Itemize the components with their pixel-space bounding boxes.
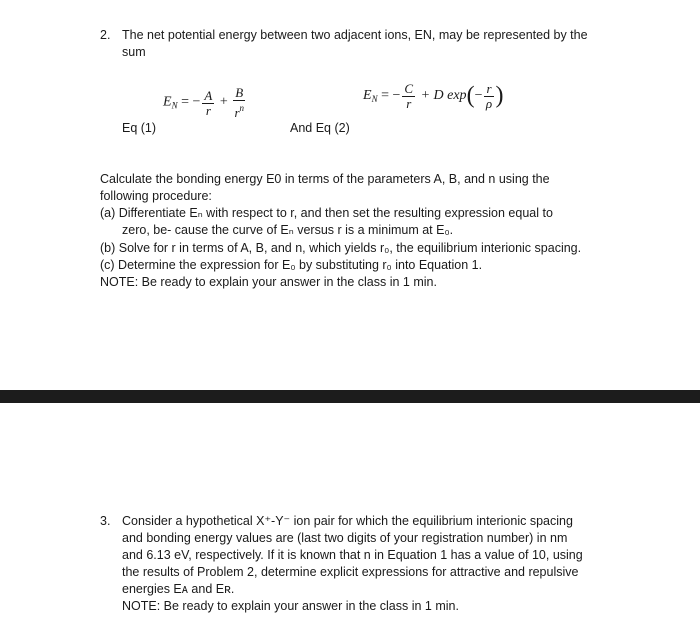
eq1-b: B — [235, 85, 244, 100]
eq1-minus: − — [192, 94, 201, 110]
eq2-label: And Eq (2) — [290, 121, 350, 135]
eq2-lhs: E — [363, 88, 372, 104]
q2-step-a-cont: zero, be- cause the curve of Eₙ versus r is a minimum at E₀. — [122, 223, 454, 237]
eq2-c: C — [404, 81, 414, 96]
eq2-inner-r: r — [486, 81, 492, 96]
eq1-plus: + — [219, 94, 228, 110]
eq2-equals: = — [381, 88, 389, 104]
eq1-fraction-b — [233, 85, 245, 120]
q2-body-line: following procedure: — [100, 189, 212, 203]
eq2-minus: − — [392, 88, 401, 104]
equation-1 — [163, 85, 247, 120]
eq2-lhs-sub: N — [371, 94, 378, 105]
q2-intro-line2: sum — [122, 45, 146, 59]
q2-body-line: Calculate the bonding energy E0 in terms of the parameters A, B, and n using the — [100, 172, 550, 186]
eq1-a: A — [204, 87, 213, 103]
eq1-fraction-a — [202, 88, 214, 118]
q2-note: NOTE: Be ready to explain your answer in the class in 1 min. — [100, 275, 437, 289]
q3-line: and bonding energy values are (last two digits of your registration number) in nm — [122, 531, 568, 545]
eq2-plus-exp: + D exp — [420, 88, 467, 104]
q2-intro-line1: The net potential energy between two adjacent ions, EN, may be represented by the — [122, 28, 588, 42]
eq2-rho: ρ — [485, 96, 493, 111]
eq2-r: r — [406, 96, 412, 111]
q3-line: energies Eᴀ and Eʀ. — [122, 582, 235, 596]
eq2-right-paren: ) — [495, 82, 504, 109]
eq2-fraction-c — [402, 81, 415, 111]
eq1-label: Eq (1) — [122, 121, 157, 135]
eq1-lhs: E — [163, 94, 172, 110]
eq2-fraction-rho — [484, 81, 493, 111]
eq1-lhs-sub: N — [171, 100, 178, 111]
q2-step-c: (c) Determine the expression for E₀ by substituting r₀ into Equation 1. — [100, 258, 483, 272]
eq1-equals: = — [181, 94, 189, 110]
q3-note: NOTE: Be ready to explain your answer in the class in 1 min. — [122, 599, 459, 613]
q2-step-a: (a) Differentiate Eₙ with respect to r, and then set the resulting expression equal to — [100, 206, 553, 220]
eq1-rn: $r^n$ — [234, 103, 244, 120]
eq2-left-paren: ( — [466, 82, 475, 109]
q2-step-b: (b) Solve for r in terms of A, B, and n, which yields r₀, the equilibrium interionic spacing. — [100, 241, 582, 255]
eq2-inner-minus: − — [474, 88, 483, 104]
q3-number: 3. — [100, 514, 111, 528]
q3-line: the results of Problem 2, determine explicit expressions for attractive and repulsive — [122, 565, 579, 579]
equation-2 — [363, 81, 504, 111]
divider-bar — [0, 390, 700, 403]
q3-line: and 6.13 eV, respectively. If it is known that n in Equation 1 has a value of 10, using — [122, 548, 583, 562]
eq1-r: r — [205, 102, 211, 118]
q2-number: 2. — [100, 28, 111, 42]
q3-line: Consider a hypothetical X⁺-Y⁻ ion pair for which the equilibrium interionic spacing — [122, 514, 573, 528]
